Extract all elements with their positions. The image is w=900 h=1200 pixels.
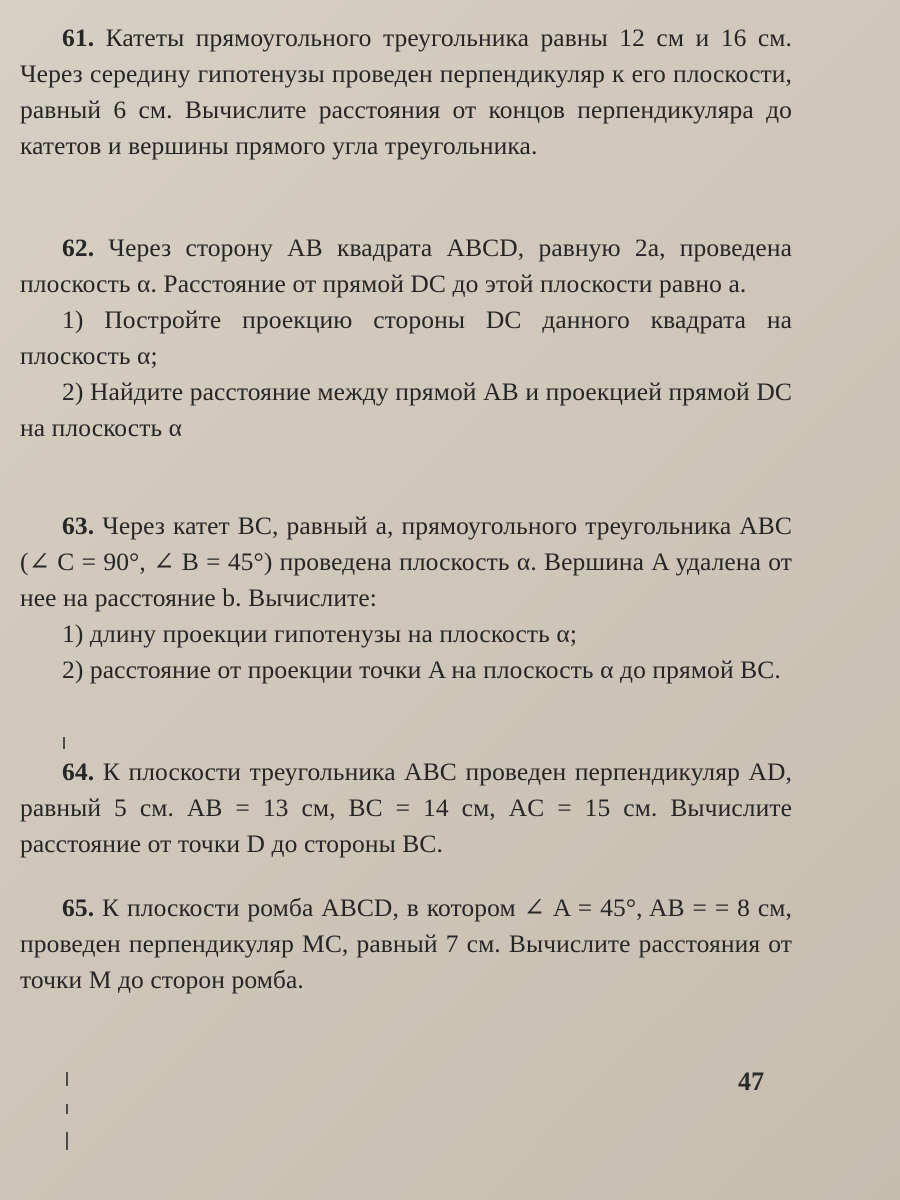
problem-subitem: 1) длину проекции гипотенузы на плоскость α; bbox=[62, 619, 578, 648]
margin-mark bbox=[63, 737, 65, 749]
margin-mark bbox=[66, 1132, 68, 1150]
problem-text: Катеты прямоугольного треугольника равны 12 см и 16 см. Через середину гипотенузы проведен перпендикуляр к его плоскости, равный 6 см. Вычислите расстояния от концов перпендикуляра до катетов и вершины прямого угла треугольника. bbox=[20, 23, 792, 160]
page-number: 47 bbox=[738, 1067, 765, 1096]
problem-number: 61. bbox=[62, 23, 95, 52]
problem-62 bbox=[20, 230, 792, 446]
problem-number: 62. bbox=[62, 233, 95, 262]
problem-number: 63. bbox=[62, 511, 95, 540]
problem-63 bbox=[20, 508, 792, 688]
problem-text: Через сторону AB квадрата ABCD, равную 2a, проведена плоскость α. Расстояние от прямой DC до этой плоскости равно a. bbox=[20, 233, 792, 298]
problem-64 bbox=[20, 754, 792, 862]
problem-65 bbox=[20, 890, 792, 998]
problem-number: 64. bbox=[62, 757, 95, 786]
problem-number: 65. bbox=[62, 893, 95, 922]
margin-mark bbox=[66, 1072, 68, 1086]
problem-subitem: 2) Найдите расстояние между прямой AB и проекцией прямой DC на плоскость α bbox=[20, 377, 792, 442]
problem-text: Через катет BC, равный a, прямоугольного треугольника ABC (∠ C = 90°, ∠ B = 45°) проведена плоскость α. Вершина A удалена от нее на расстояние b. Вычислите: bbox=[20, 511, 792, 612]
problem-text: К плоскости треугольника ABC проведен перпендикуляр AD, равный 5 см. AB = 13 см, BC = 14 см, AC = 15 см. Вычислите расстояние от точки D до стороны BC. bbox=[20, 757, 792, 858]
margin-mark bbox=[66, 1104, 68, 1114]
problem-61 bbox=[20, 20, 792, 164]
problem-subitem: 2) расстояние от проекции точки A на плоскость α до прямой BC. bbox=[62, 655, 781, 684]
problem-subitem: 1) Постройте проекцию стороны DC данного квадрата на плоскость α; bbox=[20, 305, 792, 370]
problem-text: К плоскости ромба ABCD, в котором ∠ A = 45°, AB = = 8 см, проведен перпендикуляр MC, равный 7 см. Вычислите расстояния от точки M до сторон ромба. bbox=[20, 893, 792, 994]
